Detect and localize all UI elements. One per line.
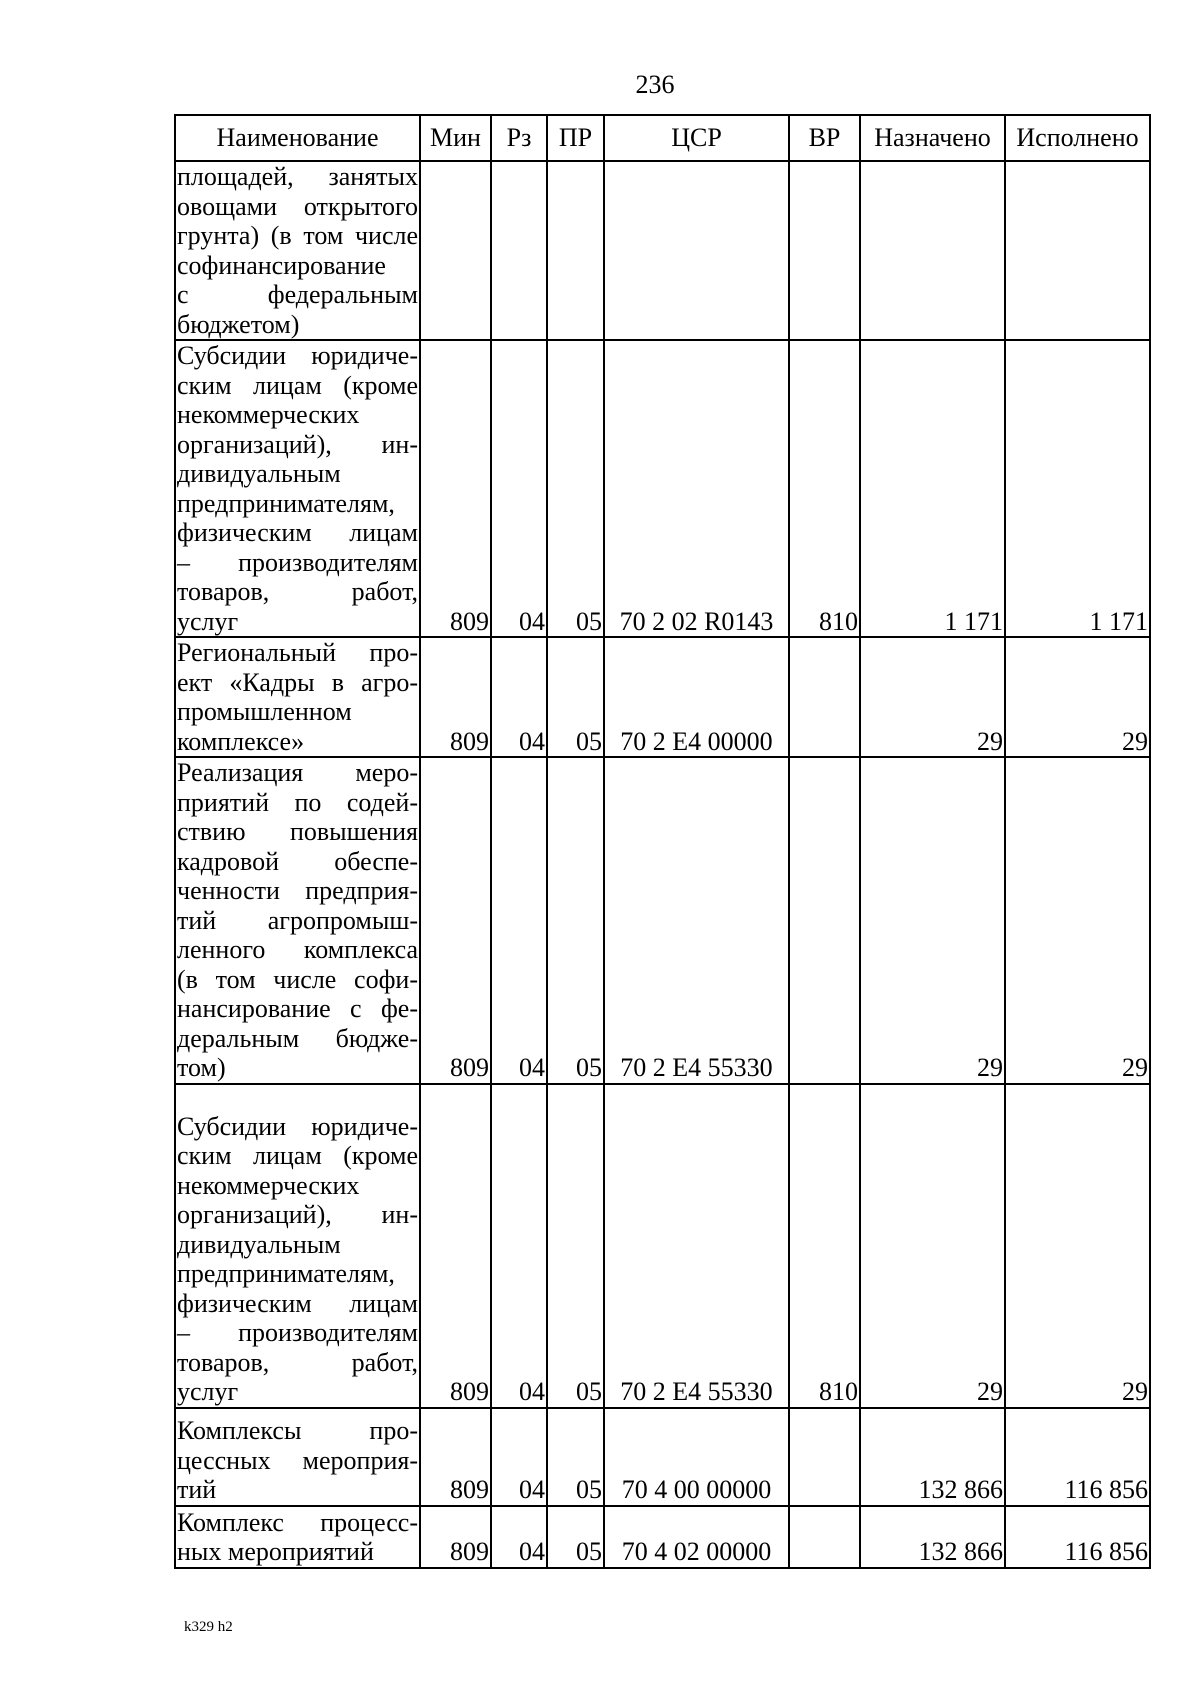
row-name-cell	[175, 161, 420, 340]
row-name-line: ченности предприя-	[177, 876, 418, 905]
row-assigned-cell	[860, 161, 1005, 340]
row-assigned-cell: 29	[860, 757, 1005, 1084]
row-executed-cell: 29	[1005, 757, 1150, 1084]
header-rz: Рз	[491, 115, 547, 161]
row-name-line: деральным бюдже-	[177, 1023, 418, 1053]
row-csr-cell: 70 2 02 R0143	[604, 340, 789, 637]
row-name-line: предпринимателям,	[177, 488, 395, 518]
footer-code: k329 h2	[184, 1619, 233, 1635]
row-rz-cell: 04	[491, 757, 547, 1084]
row-vr-cell	[789, 1408, 860, 1506]
row-name-line: цессных мероприя-	[177, 1445, 418, 1475]
row-name-line: комплексе»	[177, 726, 305, 756]
table-row	[175, 637, 1150, 757]
row-min-cell	[420, 161, 491, 340]
row-min-cell: 809	[420, 757, 491, 1084]
row-name-line: Комплексы про-	[177, 1416, 418, 1445]
row-name-line: с федеральным	[177, 280, 418, 309]
header-assigned: Назначено	[860, 115, 1005, 161]
row-rz-cell: 04	[491, 340, 547, 637]
row-min-cell: 809	[420, 1084, 491, 1408]
row-name-line: Региональный про-	[177, 638, 418, 667]
row-name-line: физическим лицам	[177, 1288, 418, 1318]
header-pr: ПР	[547, 115, 604, 161]
row-rz-cell: 04	[491, 1408, 547, 1506]
row-executed-cell: 116 856	[1005, 1408, 1150, 1506]
header-vr: ВР	[789, 115, 860, 161]
header-executed: Исполнено	[1005, 115, 1150, 161]
row-assigned-cell: 132 866	[860, 1408, 1005, 1506]
row-min-cell: 809	[420, 1506, 491, 1568]
table-row	[175, 161, 1150, 340]
row-pr-cell: 05	[547, 1506, 604, 1568]
row-name-line: ствию повышения	[177, 817, 418, 846]
row-name-line: овощами открытого	[177, 191, 418, 221]
row-name-line: предпринимателям,	[177, 1259, 395, 1288]
row-executed-cell	[1005, 161, 1150, 340]
row-name-line: – производителям	[177, 547, 418, 577]
table-row	[175, 1506, 1150, 1568]
row-name-cell	[175, 340, 420, 637]
row-name-line: некоммерческих	[177, 400, 360, 429]
row-min-cell: 809	[420, 637, 491, 757]
row-pr-cell	[547, 161, 604, 340]
row-name-line: бюджетом)	[177, 309, 300, 339]
row-name-cell	[175, 757, 420, 1084]
row-name-line: физическим лицам	[177, 518, 418, 547]
row-vr-cell	[789, 161, 860, 340]
row-rz-cell: 04	[491, 1084, 547, 1408]
row-name-line: кадровой обеспе-	[177, 846, 418, 876]
header-min: Мин	[420, 115, 491, 161]
row-executed-cell: 29	[1005, 1084, 1150, 1408]
row-name-line: грунта) (в том числе	[177, 221, 418, 250]
row-vr-cell: 810	[789, 1084, 860, 1408]
row-name-line: организаций), ин-	[177, 429, 418, 459]
table-row	[175, 1408, 1150, 1506]
row-name-line: площадей, занятых	[177, 162, 418, 191]
row-name-line: – производителям	[177, 1318, 418, 1347]
row-name-line: ект «Кадры в агро-	[177, 667, 418, 697]
row-name-line: тий	[177, 1475, 217, 1504]
row-name-line: дивидуальным	[177, 459, 341, 488]
row-rz-cell	[491, 161, 547, 340]
row-vr-cell	[789, 757, 860, 1084]
table-row	[175, 757, 1150, 1084]
row-min-cell: 809	[420, 340, 491, 637]
page-number: 236	[635, 70, 675, 99]
table-row	[175, 340, 1150, 637]
row-assigned-cell: 29	[860, 1084, 1005, 1408]
row-name-cell	[175, 1084, 420, 1408]
row-name-line: Реализация меро-	[177, 758, 418, 787]
row-assigned-cell: 1 171	[860, 340, 1005, 637]
row-name-line: нансирование с фе-	[177, 994, 418, 1023]
row-name-line: услуг	[177, 1377, 239, 1406]
row-name-cell	[175, 1506, 420, 1568]
row-csr-cell: 70 2 E4 55330	[604, 1084, 789, 1408]
row-name-cell	[175, 1408, 420, 1506]
budget-table	[174, 114, 1151, 1569]
row-rz-cell: 04	[491, 637, 547, 757]
row-name-line: Субсидии юридиче-	[177, 1111, 418, 1141]
row-name-line: организаций), ин-	[177, 1200, 418, 1229]
row-executed-cell: 29	[1005, 637, 1150, 757]
row-name-line: том)	[177, 1053, 226, 1082]
row-vr-cell	[789, 637, 860, 757]
row-pr-cell: 05	[547, 340, 604, 637]
row-rz-cell: 04	[491, 1506, 547, 1568]
row-pr-cell: 05	[547, 757, 604, 1084]
row-name-cell	[175, 637, 420, 757]
row-csr-cell	[604, 161, 789, 340]
row-name-line: ским лицам (кроме	[177, 370, 418, 400]
row-vr-cell: 810	[789, 340, 860, 637]
row-executed-cell: 1 171	[1005, 340, 1150, 637]
row-name-line: тий агропромыш-	[177, 905, 418, 935]
row-name-line: товаров, работ,	[177, 577, 418, 606]
row-name-line: (в том числе софи-	[177, 964, 418, 994]
row-executed-cell: 116 856	[1005, 1506, 1150, 1568]
row-pr-cell: 05	[547, 1408, 604, 1506]
row-name-line: приятий по содей-	[177, 787, 418, 817]
row-name-line: некоммерческих	[177, 1170, 360, 1200]
row-name-line: дивидуальным	[177, 1229, 341, 1259]
header-name: Наименование	[175, 115, 420, 161]
row-name-line: Субсидии юридиче-	[177, 341, 418, 370]
row-assigned-cell: 29	[860, 637, 1005, 757]
row-pr-cell: 05	[547, 637, 604, 757]
row-name-line: ленного комплекса	[177, 935, 418, 964]
row-pr-cell: 05	[547, 1084, 604, 1408]
row-vr-cell	[789, 1506, 860, 1568]
row-name-line: ных мероприятий	[177, 1537, 374, 1566]
row-name-line: софинансирование	[177, 250, 386, 280]
row-name-line: услуг	[177, 606, 239, 636]
header-row	[175, 115, 1150, 161]
row-name-line: промышленном	[177, 697, 352, 726]
table-body	[175, 161, 1150, 1568]
header-csr: ЦСР	[604, 115, 789, 161]
row-csr-cell: 70 2 E4 00000	[604, 637, 789, 757]
table-row	[175, 1084, 1150, 1408]
row-csr-cell: 70 4 00 00000	[604, 1408, 789, 1506]
row-name-line: Комплекс процесс-	[177, 1507, 418, 1537]
row-csr-cell: 70 4 02 00000	[604, 1506, 789, 1568]
row-name-line: ским лицам (кроме	[177, 1141, 418, 1170]
row-min-cell: 809	[420, 1408, 491, 1506]
row-assigned-cell: 132 866	[860, 1506, 1005, 1568]
row-csr-cell: 70 2 E4 55330	[604, 757, 789, 1084]
row-name-line: товаров, работ,	[177, 1347, 418, 1377]
